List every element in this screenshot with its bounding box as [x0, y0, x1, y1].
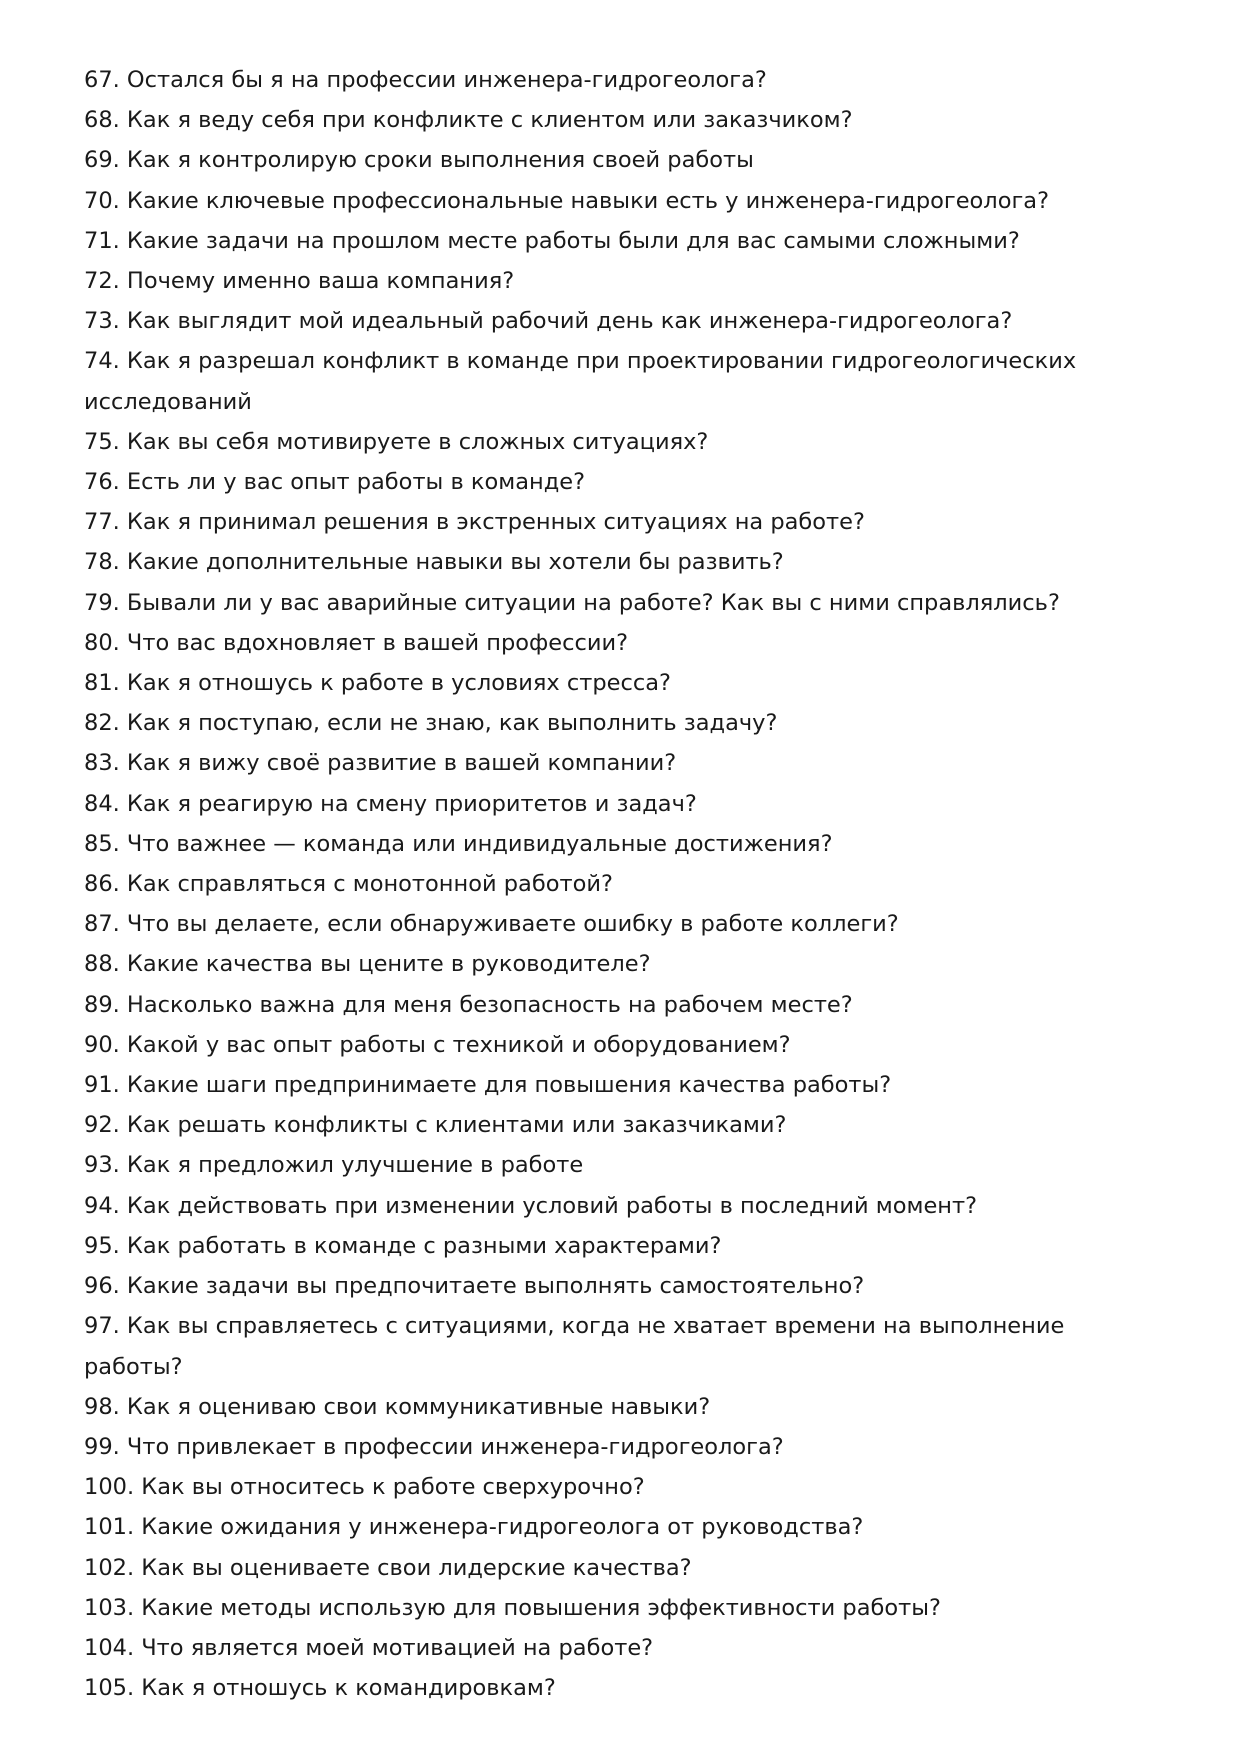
- question-item: 103. Какие методы использую для повышения эффективности работы?: [84, 1594, 941, 1621]
- question-item: 82. Как я поступаю, если не знаю, как выполнить задачу?: [84, 710, 778, 737]
- question-item: 98. Как я оцениваю свои коммуникативные навыки?: [84, 1393, 711, 1420]
- question-item: 77. Как я принимал решения в экстренных ситуациях на работе?: [84, 509, 865, 536]
- question-item: 105. Как я отношусь к командировкам?: [84, 1675, 556, 1702]
- question-item: 91. Какие шаги предпринимаете для повышения качества работы?: [84, 1072, 892, 1099]
- question-item: 99. Что привлекает в профессии инженера-гидрогеолога?: [84, 1433, 784, 1460]
- question-item: 87. Что вы делаете, если обнаруживаете ошибку в работе коллеги?: [84, 911, 899, 938]
- question-item: 93. Как я предложил улучшение в работе: [84, 1152, 584, 1179]
- question-item: 83. Как я вижу своё развитие в вашей компании?: [84, 750, 677, 777]
- question-item: 67. Остался бы я на профессии инженера-гидрогеолога?: [84, 67, 767, 93]
- question-item: 97. Как вы справляетесь с ситуациями, когда не хватает времени на выполнение работы?: [84, 1313, 1065, 1380]
- question-item: 73. Как выглядит мой идеальный рабочий день как инженера-гидрогеолога?: [84, 308, 1013, 335]
- question-item: 79. Бывали ли у вас аварийные ситуации на работе? Как вы с ними справлялись?: [84, 589, 1060, 616]
- question-item: 101. Какие ожидания у инженера-гидрогеолога от руководства?: [84, 1514, 864, 1541]
- question-item: 100. Как вы относитесь к работе сверхурочно?: [84, 1474, 645, 1501]
- question-item: 88. Какие качества вы цените в руководителе?: [84, 951, 651, 978]
- question-item: 72. Почему именно ваша компания?: [84, 268, 515, 295]
- question-item: 76. Есть ли у вас опыт работы в команде?: [84, 469, 586, 496]
- question-item: 86. Как справляться с монотонной работой?: [84, 871, 613, 898]
- question-item: 92. Как решать конфликты с клиентами или заказчиками?: [84, 1112, 787, 1139]
- question-item: 96. Какие задачи вы предпочитаете выполнять самостоятельно?: [84, 1273, 865, 1300]
- question-item: 84. Как я реагирую на смену приоритетов и задач?: [84, 790, 697, 817]
- question-item: 89. Насколько важна для меня безопасность на рабочем месте?: [84, 991, 853, 1018]
- question-item: 94. Как действовать при изменении условий работы в последний момент?: [84, 1192, 978, 1219]
- question-item: 68. Как я веду себя при конфликте с клиентом или заказчиком?: [84, 107, 853, 134]
- question-item: 74. Как я разрешал конфликт в команде при проектировании гидрогеологических исследований: [84, 348, 1077, 415]
- question-item: 78. Какие дополнительные навыки вы хотели бы развить?: [84, 549, 784, 576]
- question-item: 71. Какие задачи на прошлом месте работы были для вас самыми сложными?: [84, 227, 1020, 254]
- question-item: 75. Как вы себя мотивируете в сложных ситуациях?: [84, 428, 709, 455]
- question-item: 102. Как вы оцениваете свои лидерские качества?: [84, 1554, 692, 1581]
- question-item: 90. Какой у вас опыт работы с техникой и оборудованием?: [84, 1031, 791, 1058]
- question-item: 70. Какие ключевые профессиональные навыки есть у инженера-гидрогеолога?: [84, 187, 1050, 214]
- question-item: 80. Что вас вдохновляет в вашей профессии?: [84, 629, 629, 656]
- question-item: 69. Как я контролирую сроки выполнения своей работы: [84, 147, 754, 174]
- question-list: [84, 60, 1164, 1708]
- question-item: 95. Как работать в команде с разными характерами?: [84, 1232, 722, 1259]
- question-item: 104. Что является моей мотивацией на работе?: [84, 1634, 654, 1661]
- question-item: 85. Что важнее — команда или индивидуальные достижения?: [84, 830, 833, 857]
- question-item: 81. Как я отношусь к работе в условиях стресса?: [84, 670, 671, 697]
